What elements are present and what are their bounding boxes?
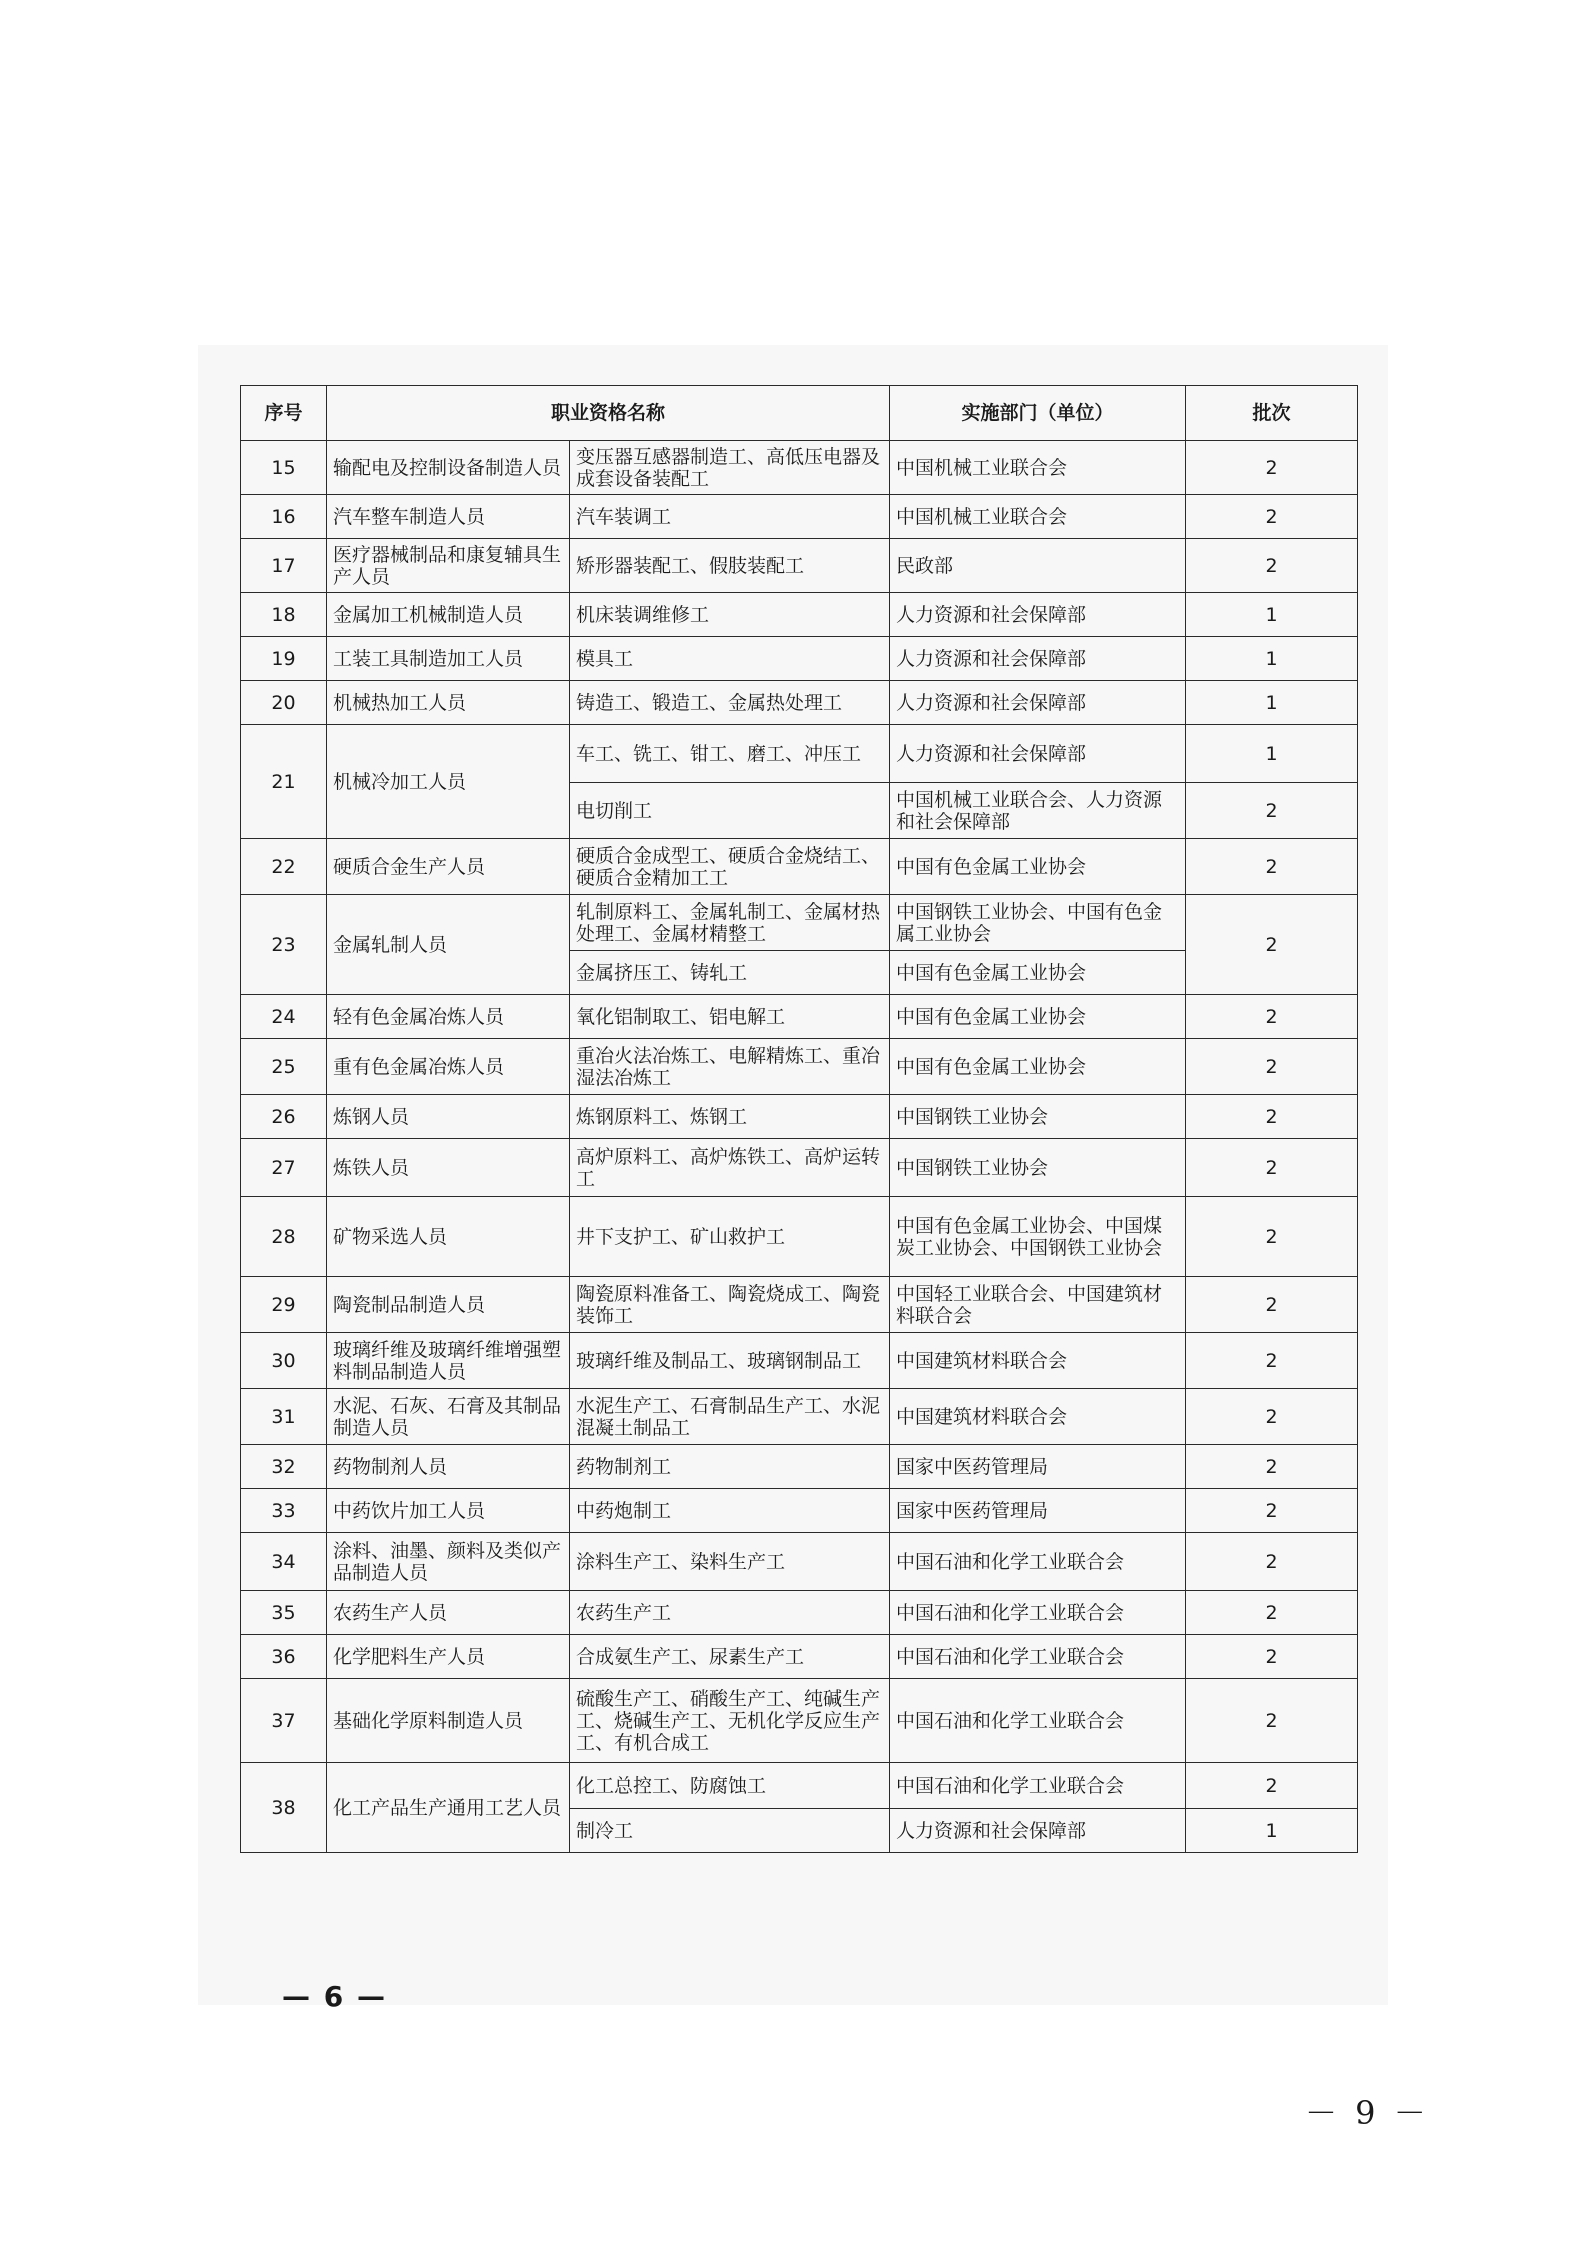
seq-cell: 17 xyxy=(241,539,327,593)
job-cell: 模具工 xyxy=(570,637,890,681)
table-row xyxy=(241,995,1358,1039)
dept-cell: 中国石油和化学工业联合会 xyxy=(890,1591,1186,1635)
category-cell: 陶瓷制品制造人员 xyxy=(327,1277,570,1333)
job-cell: 高炉原料工、高炉炼铁工、高炉运转工 xyxy=(570,1139,890,1197)
table-row xyxy=(241,495,1358,539)
seq-cell: 31 xyxy=(241,1389,327,1445)
dept-cell: 人力资源和社会保障部 xyxy=(890,1809,1186,1853)
batch-cell: 2 xyxy=(1186,895,1358,995)
batch-cell: 2 xyxy=(1186,1139,1358,1197)
dept-cell: 国家中医药管理局 xyxy=(890,1489,1186,1533)
dept-cell: 民政部 xyxy=(890,539,1186,593)
seq-cell: 32 xyxy=(241,1445,327,1489)
table-row xyxy=(241,681,1358,725)
batch-cell: 2 xyxy=(1186,1679,1358,1763)
job-cell: 汽车装调工 xyxy=(570,495,890,539)
header-batch: 批次 xyxy=(1186,386,1358,441)
category-cell: 炼钢人员 xyxy=(327,1095,570,1139)
dept-cell: 人力资源和社会保障部 xyxy=(890,637,1186,681)
job-cell: 铸造工、锻造工、金属热处理工 xyxy=(570,681,890,725)
table-row xyxy=(241,539,1358,593)
seq-cell: 28 xyxy=(241,1197,327,1277)
dept-cell: 人力资源和社会保障部 xyxy=(890,725,1186,783)
job-cell: 水泥生产工、石膏制品生产工、水泥混凝土制品工 xyxy=(570,1389,890,1445)
category-cell: 工装工具制造加工人员 xyxy=(327,637,570,681)
dept-cell: 中国建筑材料联合会 xyxy=(890,1389,1186,1445)
header-department: 实施部门（单位） xyxy=(890,386,1186,441)
category-cell: 药物制剂人员 xyxy=(327,1445,570,1489)
job-cell: 硬质合金成型工、硬质合金烧结工、硬质合金精加工工 xyxy=(570,839,890,895)
job-cell: 中药炮制工 xyxy=(570,1489,890,1533)
seq-cell: 25 xyxy=(241,1039,327,1095)
table-row xyxy=(241,1333,1358,1389)
seq-cell: 26 xyxy=(241,1095,327,1139)
batch-cell: 2 xyxy=(1186,1635,1358,1679)
table-row xyxy=(241,441,1358,495)
batch-cell: 1 xyxy=(1186,725,1358,783)
dept-cell: 中国建筑材料联合会 xyxy=(890,1333,1186,1389)
seq-cell: 16 xyxy=(241,495,327,539)
dept-cell: 中国有色金属工业协会 xyxy=(890,951,1186,995)
table-row xyxy=(241,593,1358,637)
table-row xyxy=(241,1591,1358,1635)
table-row xyxy=(241,1095,1358,1139)
seq-cell: 21 xyxy=(241,725,327,839)
table-row xyxy=(241,1277,1358,1333)
dept-cell: 中国轻工业联合会、中国建筑材料联合会 xyxy=(890,1277,1186,1333)
dept-cell: 中国钢铁工业协会、中国有色金属工业协会 xyxy=(890,895,1186,951)
table-row xyxy=(241,1489,1358,1533)
batch-cell: 2 xyxy=(1186,783,1358,839)
batch-cell: 2 xyxy=(1186,1039,1358,1095)
dept-cell: 中国石油和化学工业联合会 xyxy=(890,1763,1186,1809)
dept-cell: 中国石油和化学工业联合会 xyxy=(890,1679,1186,1763)
batch-cell: 2 xyxy=(1186,995,1358,1039)
table-header-row xyxy=(241,386,1358,441)
dept-cell: 中国钢铁工业协会 xyxy=(890,1139,1186,1197)
category-cell: 金属加工机械制造人员 xyxy=(327,593,570,637)
dept-cell: 人力资源和社会保障部 xyxy=(890,681,1186,725)
batch-cell: 2 xyxy=(1186,1333,1358,1389)
category-cell: 中药饮片加工人员 xyxy=(327,1489,570,1533)
batch-cell: 2 xyxy=(1186,1445,1358,1489)
table-row xyxy=(241,1197,1358,1277)
outer-page-number: － 9 － xyxy=(1305,2094,1430,2132)
category-cell: 机械冷加工人员 xyxy=(327,725,570,839)
seq-cell: 38 xyxy=(241,1763,327,1853)
seq-cell: 22 xyxy=(241,839,327,895)
category-cell: 金属轧制人员 xyxy=(327,895,570,995)
job-cell: 涂料生产工、染料生产工 xyxy=(570,1533,890,1591)
category-cell: 汽车整车制造人员 xyxy=(327,495,570,539)
batch-cell: 2 xyxy=(1186,1591,1358,1635)
job-cell: 金属挤压工、铸轧工 xyxy=(570,951,890,995)
header-qualification-name: 职业资格名称 xyxy=(327,386,890,441)
category-cell: 重有色金属冶炼人员 xyxy=(327,1039,570,1095)
dept-cell: 国家中医药管理局 xyxy=(890,1445,1186,1489)
dept-cell: 中国机械工业联合会、人力资源和社会保障部 xyxy=(890,783,1186,839)
category-cell: 医疗器械制品和康复辅具生产人员 xyxy=(327,539,570,593)
dept-cell: 中国机械工业联合会 xyxy=(890,495,1186,539)
table-row xyxy=(241,1389,1358,1445)
job-cell: 变压器互感器制造工、高低压电器及成套设备装配工 xyxy=(570,441,890,495)
seq-cell: 29 xyxy=(241,1277,327,1333)
job-cell: 硫酸生产工、硝酸生产工、纯碱生产工、烧碱生产工、无机化学反应生产工、有机合成工 xyxy=(570,1679,890,1763)
seq-cell: 23 xyxy=(241,895,327,995)
inner-page-number: — 6 — xyxy=(282,1980,387,2013)
batch-cell: 1 xyxy=(1186,1809,1358,1853)
table-row xyxy=(241,1533,1358,1591)
batch-cell: 2 xyxy=(1186,1277,1358,1333)
job-cell: 氧化铝制取工、铝电解工 xyxy=(570,995,890,1039)
category-cell: 轻有色金属冶炼人员 xyxy=(327,995,570,1039)
table-row xyxy=(241,1635,1358,1679)
job-cell: 药物制剂工 xyxy=(570,1445,890,1489)
header-seq: 序号 xyxy=(241,386,327,441)
seq-cell: 19 xyxy=(241,637,327,681)
job-cell: 重冶火法冶炼工、电解精炼工、重冶湿法冶炼工 xyxy=(570,1039,890,1095)
category-cell: 化学肥料生产人员 xyxy=(327,1635,570,1679)
table-row xyxy=(241,839,1358,895)
dept-cell: 中国钢铁工业协会 xyxy=(890,1095,1186,1139)
batch-cell: 2 xyxy=(1186,1389,1358,1445)
job-cell: 矫形器装配工、假肢装配工 xyxy=(570,539,890,593)
table-row xyxy=(241,1763,1358,1809)
batch-cell: 1 xyxy=(1186,681,1358,725)
batch-cell: 1 xyxy=(1186,593,1358,637)
dept-cell: 中国有色金属工业协会 xyxy=(890,839,1186,895)
batch-cell: 2 xyxy=(1186,1095,1358,1139)
table-row xyxy=(241,1679,1358,1763)
dept-cell: 中国石油和化学工业联合会 xyxy=(890,1635,1186,1679)
seq-cell: 24 xyxy=(241,995,327,1039)
category-cell: 水泥、石灰、石膏及其制品制造人员 xyxy=(327,1389,570,1445)
category-cell: 农药生产人员 xyxy=(327,1591,570,1635)
batch-cell: 2 xyxy=(1186,1197,1358,1277)
batch-cell: 2 xyxy=(1186,1533,1358,1591)
table-row xyxy=(241,1039,1358,1095)
job-cell: 制冷工 xyxy=(570,1809,890,1853)
dept-cell: 中国有色金属工业协会 xyxy=(890,1039,1186,1095)
category-cell: 矿物采选人员 xyxy=(327,1197,570,1277)
job-cell: 电切削工 xyxy=(570,783,890,839)
table-row xyxy=(241,1445,1358,1489)
seq-cell: 33 xyxy=(241,1489,327,1533)
seq-cell: 35 xyxy=(241,1591,327,1635)
seq-cell: 20 xyxy=(241,681,327,725)
dept-cell: 中国石油和化学工业联合会 xyxy=(890,1533,1186,1591)
job-cell: 化工总控工、防腐蚀工 xyxy=(570,1763,890,1809)
category-cell: 基础化学原料制造人员 xyxy=(327,1679,570,1763)
category-cell: 炼铁人员 xyxy=(327,1139,570,1197)
dept-cell: 人力资源和社会保障部 xyxy=(890,593,1186,637)
job-cell: 机床装调维修工 xyxy=(570,593,890,637)
job-cell: 玻璃纤维及制品工、玻璃钢制品工 xyxy=(570,1333,890,1389)
occupation-qualification-table xyxy=(240,385,1358,1853)
category-cell: 涂料、油墨、颜料及类似产品制造人员 xyxy=(327,1533,570,1591)
seq-cell: 34 xyxy=(241,1533,327,1591)
batch-cell: 1 xyxy=(1186,637,1358,681)
batch-cell: 2 xyxy=(1186,441,1358,495)
category-cell: 化工产品生产通用工艺人员 xyxy=(327,1763,570,1853)
batch-cell: 2 xyxy=(1186,495,1358,539)
category-cell: 输配电及控制设备制造人员 xyxy=(327,441,570,495)
table-row xyxy=(241,895,1358,951)
batch-cell: 2 xyxy=(1186,839,1358,895)
seq-cell: 37 xyxy=(241,1679,327,1763)
seq-cell: 18 xyxy=(241,593,327,637)
category-cell: 机械热加工人员 xyxy=(327,681,570,725)
job-cell: 轧制原料工、金属轧制工、金属材热处理工、金属材精整工 xyxy=(570,895,890,951)
job-cell: 农药生产工 xyxy=(570,1591,890,1635)
seq-cell: 30 xyxy=(241,1333,327,1389)
seq-cell: 27 xyxy=(241,1139,327,1197)
dept-cell: 中国机械工业联合会 xyxy=(890,441,1186,495)
job-cell: 合成氨生产工、尿素生产工 xyxy=(570,1635,890,1679)
batch-cell: 2 xyxy=(1186,1489,1358,1533)
dept-cell: 中国有色金属工业协会 xyxy=(890,995,1186,1039)
category-cell: 硬质合金生产人员 xyxy=(327,839,570,895)
job-cell: 车工、铣工、钳工、磨工、冲压工 xyxy=(570,725,890,783)
table-row xyxy=(241,637,1358,681)
category-cell: 玻璃纤维及玻璃纤维增强塑料制品制造人员 xyxy=(327,1333,570,1389)
job-cell: 井下支护工、矿山救护工 xyxy=(570,1197,890,1277)
job-cell: 炼钢原料工、炼钢工 xyxy=(570,1095,890,1139)
batch-cell: 2 xyxy=(1186,1763,1358,1809)
job-cell: 陶瓷原料准备工、陶瓷烧成工、陶瓷装饰工 xyxy=(570,1277,890,1333)
dept-cell: 中国有色金属工业协会、中国煤炭工业协会、中国钢铁工业协会 xyxy=(890,1197,1186,1277)
seq-cell: 15 xyxy=(241,441,327,495)
table-row xyxy=(241,725,1358,783)
table-row xyxy=(241,1139,1358,1197)
batch-cell: 2 xyxy=(1186,539,1358,593)
seq-cell: 36 xyxy=(241,1635,327,1679)
